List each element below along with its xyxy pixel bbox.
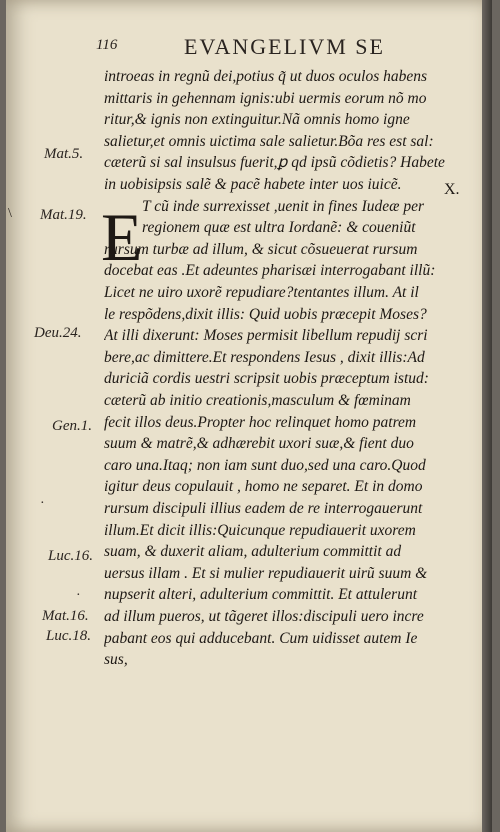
text-line: illum.Et dicit illis:Quicunque repudiauerit uxorem [104,521,416,539]
text-line: le respõdens,dixit illis: Quid uobis præcepit Moses? [104,305,427,323]
text-line: sus, [104,651,128,669]
text-line: mittaris in gehennam ignis:ubi uermis eorum nõ mo [104,89,427,107]
text-line: T cũ inde surrexisset ,uenit in fines Iudeæ per [142,197,424,215]
text-line: igitur deus copulauit , homo ne separet. Et in domo [104,478,423,496]
text-line: ritur,& ignis non extinguitur.Nã omnis homo igne [104,111,410,129]
text-line: suam, & duxerit aliam, adulterium committit ad [104,543,402,561]
margin-mark: · [40,496,45,511]
text-line: uersus illam . Et si mulier repudiauerit uirũ suum & [104,564,428,582]
margin-note: Luc.16. [48,548,93,564]
text-line: in uobisipsis salẽ & pacẽ habete inter uos iuicẽ. [104,176,402,193]
text-line: Licet ne uiro uxorẽ repudiare?tentantes illum. At il [104,284,419,301]
margin-note: Luc.18. [46,628,91,644]
text-line: cæterũ si sal insulsus fuerit,ꝑ qd ipsũ cõdietis? Habete [104,154,445,172]
text-line: ad illum pueros, ut tãgeret illos:discipuli uero incre [104,608,424,625]
text-line: rursum discipuli illius eadem de re interrogauerunt [104,500,423,517]
text-line: caro una.Itaq; non iam sunt duo,sed una caro.Quod [104,456,426,474]
drop-capital: E [101,199,143,275]
text-line: pabant eos qui adducebant. Cum uidisset autem Ie [104,629,418,647]
margin-note: Mat.19. [40,207,87,223]
margin-note: Deu.24. [34,325,82,341]
margin-mark: · [76,588,81,603]
margin-mark: \ [8,206,12,221]
text-line: suum & matrẽ,& adhærebit uxori suæ,& fient duo [104,435,414,453]
margin-note: Mat.16. [42,608,89,624]
text-line: bere,ac dimittere.Et respondens Iesus , dixit illis:Ad [104,348,425,366]
text-line: cæterũ ab initio creationis,masculum & fœminam [104,392,411,409]
text-line: regionem quæ est ultra Iordanẽ: & coueniũt [142,219,416,237]
margin-note: Gen.1. [52,418,92,434]
section-mark: X. [444,181,460,198]
text-line: nupserit alteri, adulterium committit. Et attulerunt [104,586,417,604]
text-line: docebat eas .Et adeuntes pharisæi interrogabant illũ: [104,262,436,280]
margin-note: Mat.5. [44,146,84,162]
text-line: duriciã cordis uestri scripsit uobis præceptum istud: [104,370,429,388]
text-line: fecit illos deus.Propter hoc relinquet homo patrem [104,413,417,431]
text-line: At illi dixerunt: Moses permisit libellum repudij scri [104,327,428,345]
running-title: EVANGELIVM SE [184,34,385,59]
text-line: rursum turbæ ad illum, & sicut cõsueuerat rursum [104,240,418,258]
text-line: salietur,et omnis uictima sale salietur.Bõa res est sal: [104,132,434,150]
folio-number: 116 [96,37,118,53]
page-header [96,34,476,60]
text-line: introeas in regnũ dei,potius q̃ ut duos oculos habens [104,68,428,85]
